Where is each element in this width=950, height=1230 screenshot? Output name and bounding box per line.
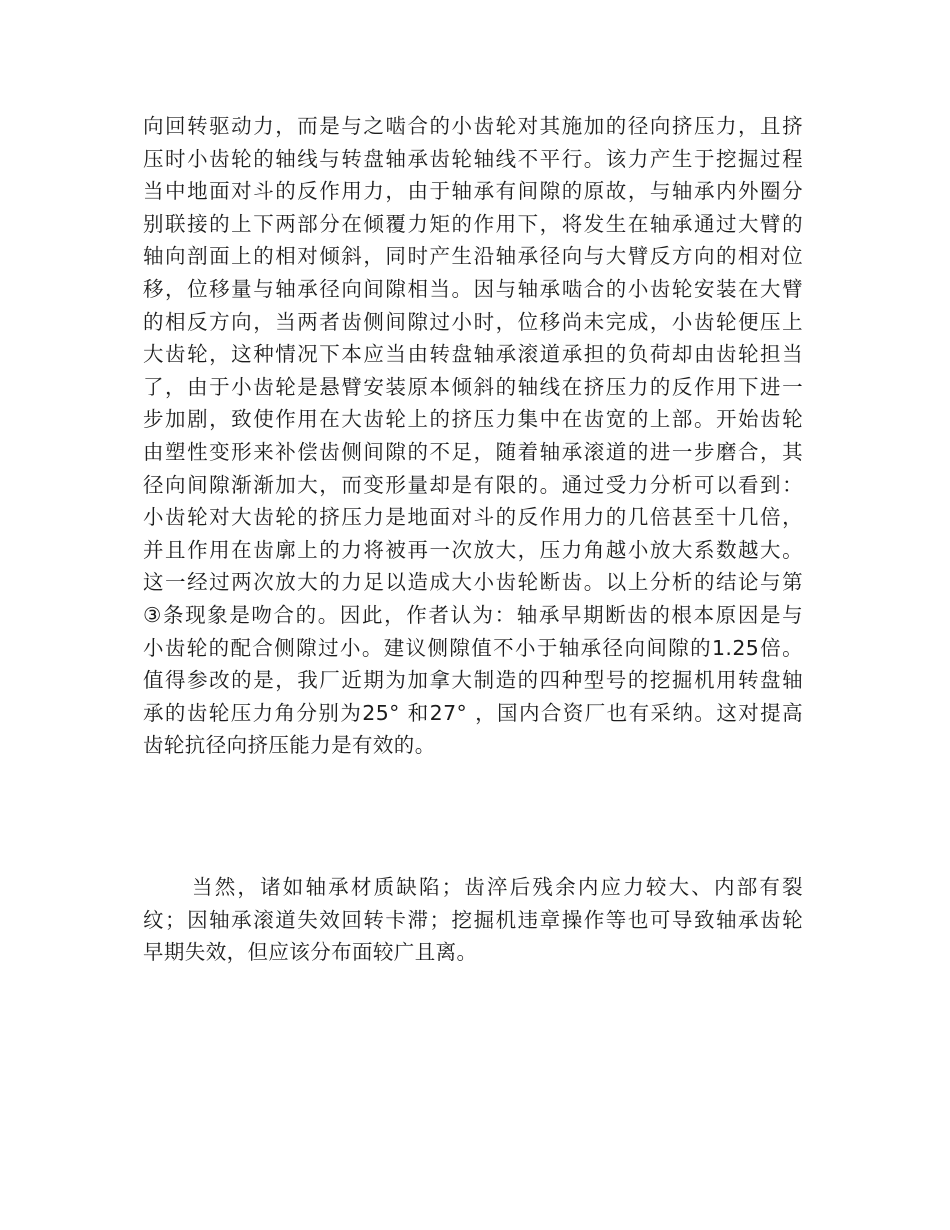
- text-line: 小齿轮对大齿轮的挤压力是地面对斗的反作用力的几倍甚至十几倍，: [143, 505, 803, 530]
- text-line: 了，由于小齿轮是悬臂安装原本倾斜的轴线在挤压力的反作用下进一: [143, 374, 803, 399]
- text-line: 步加剧，致使作用在大齿轮上的挤压力集中在齿宽的上部。开始齿轮: [143, 407, 803, 432]
- text-line: 齿轮抗径向挤压能力是有效的。: [143, 733, 436, 758]
- text-line: 承的齿轮压力角分别为25° 和27° ，国内合资厂也有采纳。这对提高: [143, 700, 803, 725]
- text-line: 这一经过两次放大的力足以造成大小齿轮断齿。以上分析的结论与第: [143, 570, 803, 595]
- text-line: 别联接的上下两部分在倾覆力矩的作用下，将发生在轴承通过大臂的: [143, 211, 803, 236]
- body-paragraph-1: [143, 110, 803, 762]
- text-line: 向回转驱动力，而是与之啮合的小齿轮对其施加的径向挤压力，且挤: [143, 114, 803, 138]
- text-line: 并且作用在齿廓上的力将被再一次放大，压力角越小放大系数越大。: [143, 537, 803, 562]
- text-line: 小齿轮的配合侧隙过小。建议侧隙值不小于轴承径向间隙的1.25倍。: [143, 635, 803, 660]
- text-line: 由塑性变形来补偿齿侧间隙的不足，随着轴承滚道的进一步磨合，其: [143, 439, 803, 464]
- text-line: 大齿轮，这种情况下本应当由转盘轴承滚道承担的负荷却由齿轮担当: [143, 342, 803, 367]
- text-line: 压时小齿轮的轴线与转盘轴承齿轮轴线不平行。该力产生于挖掘过程: [143, 146, 803, 171]
- text-line: 径向间隙渐渐加大，而变形量却是有限的。通过受力分析可以看到：: [143, 472, 803, 497]
- text-line: 当然，诸如轴承材质缺陷；齿淬后残余内应力较大、内部有裂: [192, 875, 803, 899]
- text-line: ③条现象是吻合的。因此，作者认为：轴承早期断齿的根本原因是与: [143, 602, 803, 627]
- text-line: 纹；因轴承滚道失效回转卡滞；挖掘机违章操作等也可导致轴承齿轮: [143, 907, 803, 932]
- text-line: 移，位移量与轴承径向间隙相当。因与轴承啮合的小齿轮安装在大臂: [143, 276, 803, 301]
- body-paragraph-2: [143, 871, 803, 969]
- text-line: 值得参改的是，我厂近期为加拿大制造的四种型号的挖掘机用转盘轴: [143, 668, 803, 693]
- text-line: 的相反方向，当两者齿侧间隙过小时，位移尚未完成，小齿轮便压上: [143, 309, 803, 334]
- text-line: 早期失效，但应该分布面较广且离。: [143, 940, 478, 965]
- text-line: 轴向剖面上的相对倾斜，同时产生沿轴承径向与大臂反方向的相对位: [143, 244, 803, 269]
- text-line: 当中地面对斗的反作用力，由于轴承有间隙的原故，与轴承内外圈分: [143, 179, 803, 204]
